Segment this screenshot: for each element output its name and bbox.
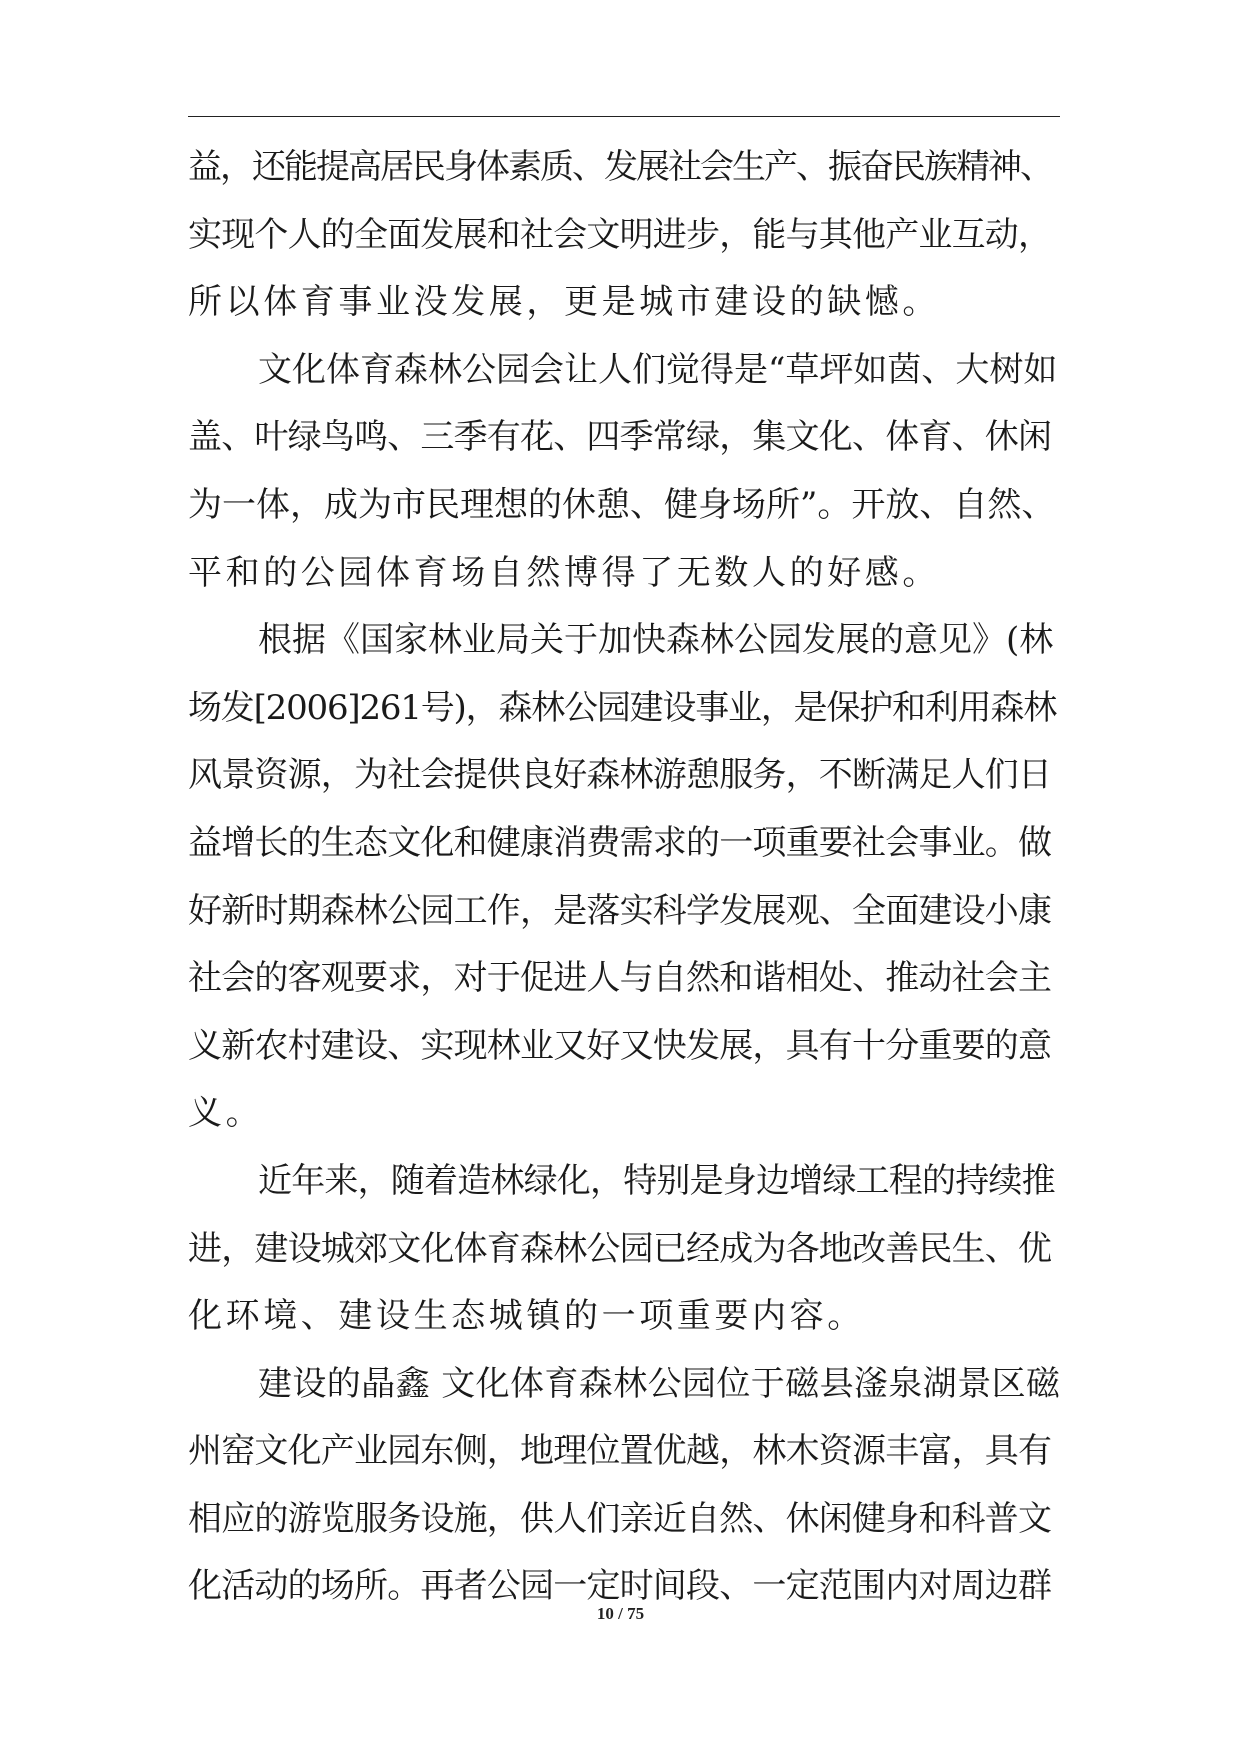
text-line: 盖、叶绿鸟鸣、三季有花、四季常绿，集文化、体育、休闲 bbox=[188, 417, 1052, 458]
text-line: 建设的晶鑫 文化体育森林公园位于磁县滏泉湖景区磁 bbox=[258, 1363, 1061, 1404]
text-line: 实现个人的全面发展和社会文明进步，能与其他产业互动， bbox=[188, 214, 1052, 255]
text-line: 文化体育森林公园会让人们觉得是“草坪如茵、大树如 bbox=[258, 349, 1058, 390]
text-line: 相应的游览服务设施，供人们亲近自然、休闲健身和科普文 bbox=[188, 1498, 1052, 1539]
header-rule bbox=[188, 116, 1060, 117]
text-line: 风景资源，为社会提供良好森林游憩服务，不断满足人们日 bbox=[188, 755, 1052, 796]
page-number: 10 / 75 bbox=[596, 1604, 645, 1623]
text-line: 好新时期森林公园工作，是落实科学发展观、全面建设小康 bbox=[188, 890, 1052, 931]
text-line: 义新农村建设、实现林业又好又快发展，具有十分重要的意 bbox=[188, 1025, 1052, 1066]
body-text bbox=[188, 134, 1060, 1621]
text-line: 化环境、建设生态城镇的一项重要内容。 bbox=[188, 1296, 865, 1337]
text-line: 近年来，随着造林绿化，特别是身边增绿工程的持续推 bbox=[258, 1160, 1055, 1201]
text-line: 益增长的生态文化和健康消费需求的一项重要社会事业。做 bbox=[188, 822, 1052, 863]
text-line: 进，建设城郊文化体育森林公园已经成为各地改善民生、优 bbox=[188, 1228, 1052, 1269]
text-line: 根据《国家林业局关于加快森林公园发展的意见》(林 bbox=[258, 620, 1054, 661]
text-line: 平和的公园体育场自然博得了无数人的好感。 bbox=[188, 552, 940, 593]
text-line: 义。 bbox=[188, 1093, 264, 1134]
text-line: 社会的客观要求，对于促进人与自然和谐相处、推动社会主 bbox=[188, 958, 1052, 999]
text-line: 场发[2006]261号)，森林公园建设事业，是保护和利用森林 bbox=[188, 687, 1057, 728]
text-line: 州窑文化产业园东侧，地理位置优越，林木资源丰富，具有 bbox=[188, 1431, 1052, 1472]
text-line: 化活动的场所。再者公园一定时间段、一定范围内对周边群 bbox=[188, 1566, 1052, 1607]
text-line: 所以体育事业没发展，更是城市建设的缺憾。 bbox=[188, 282, 940, 323]
text-line: 为一体，成为市民理想的休憩、健身场所”。开放、自然、 bbox=[188, 484, 1056, 525]
text-line: 益，还能提高居民身体素质、发展社会生产、振奋民族精神、 bbox=[188, 147, 1052, 187]
